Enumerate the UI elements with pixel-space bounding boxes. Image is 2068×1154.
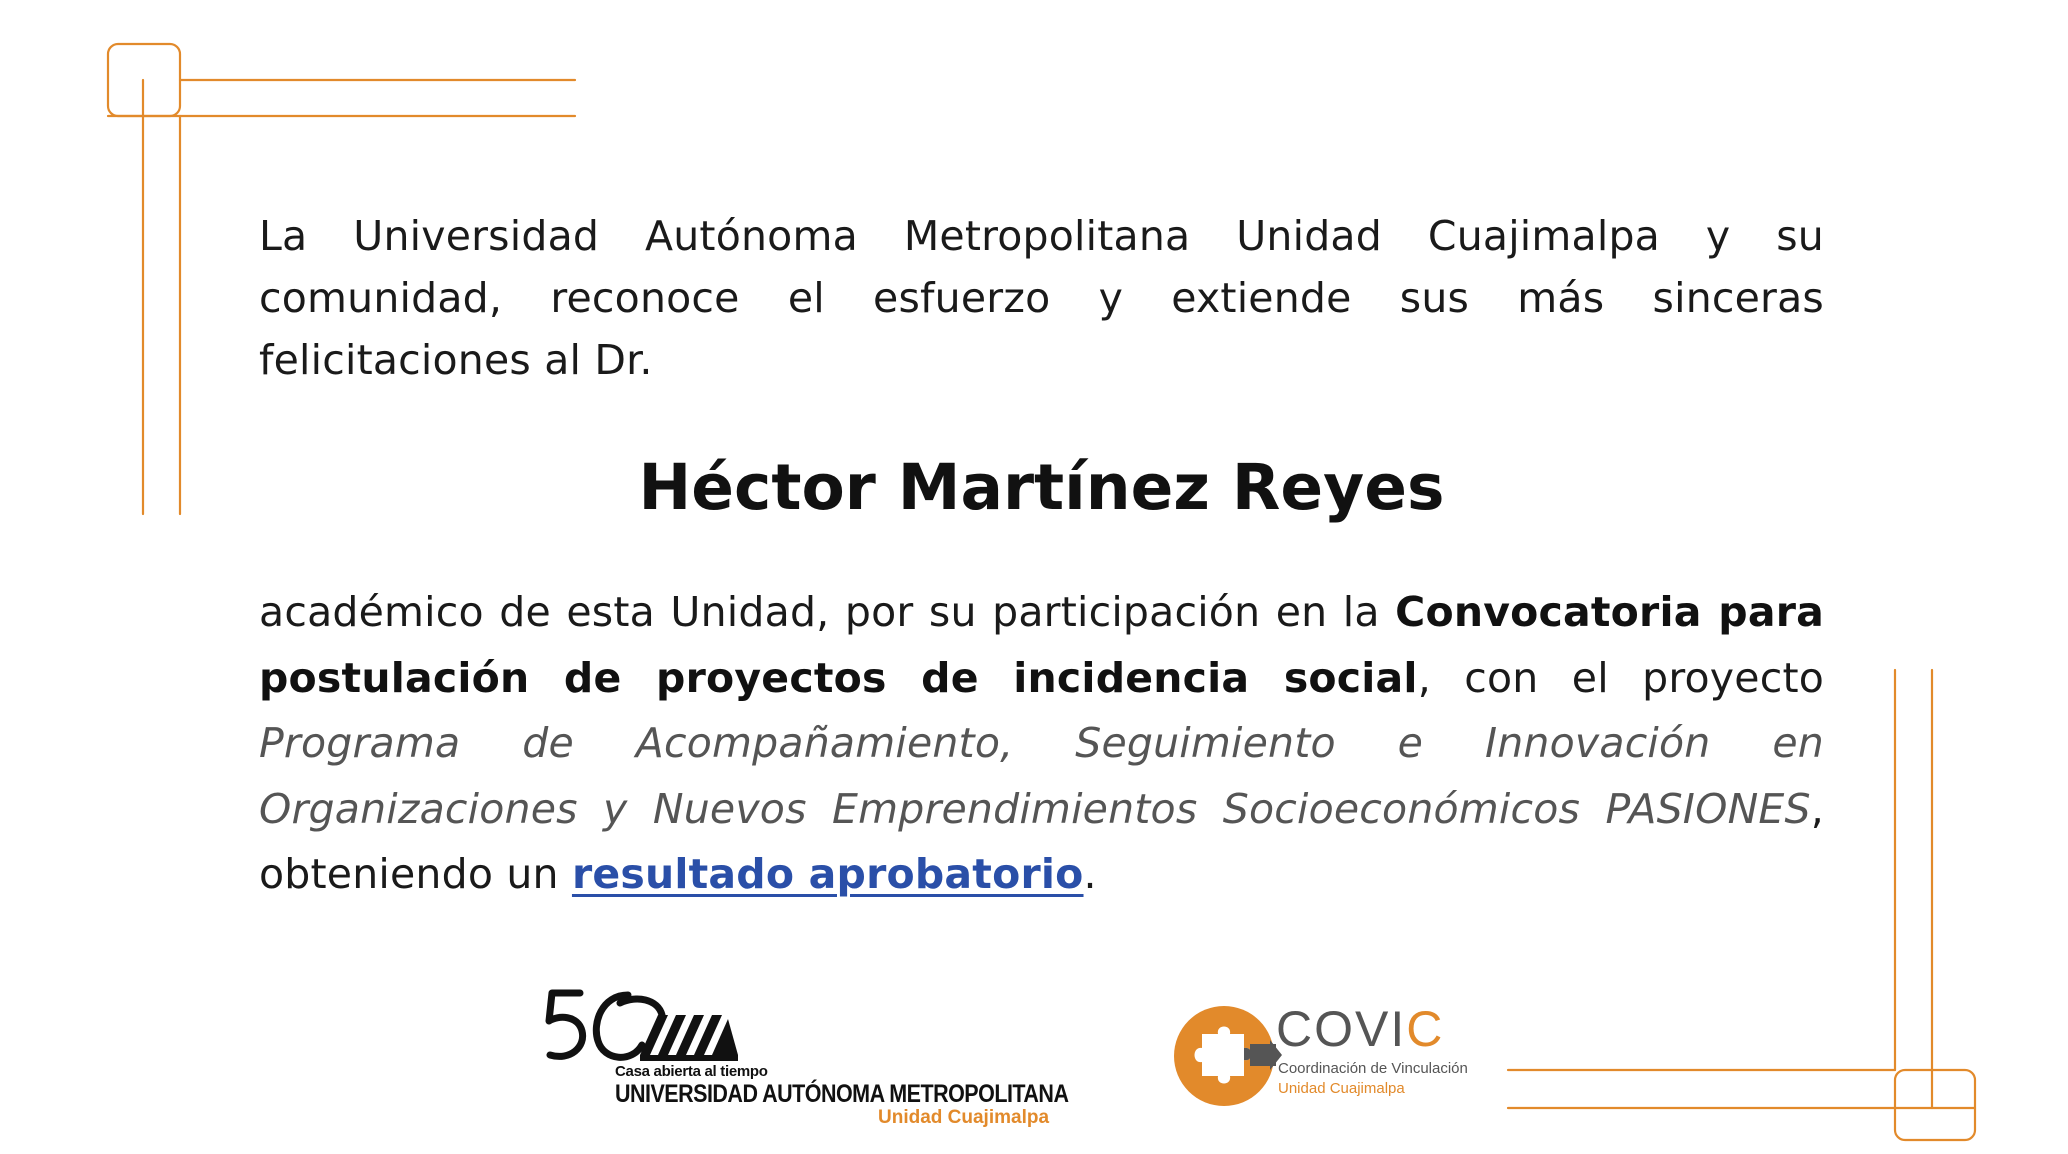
uam-50-anniversary-icon [540,985,745,1070]
uam-logo [540,985,1069,1128]
project-title: Programa de Acompañamiento, Seguimiento e Innovación en Organizaciones y Nuevos Emprendimientos Socioeconómicos PASIONES [259,719,1824,833]
result-link[interactable]: resultado aprobatorio [571,850,1084,898]
covic-title [1276,1001,1445,1057]
body-text-2: , con el proyecto [1417,653,1825,702]
covic-subtitle: Coordinación de Vinculación [1278,1060,1468,1077]
covic-title-main: COVI [1276,1001,1407,1057]
covic-unit: Unidad Cuajimalpa [1278,1080,1405,1097]
covic-title-last: C [1406,1001,1445,1057]
covic-logo [1172,1000,1492,1115]
uam-unit: Unidad Cuajimalpa [878,1107,1050,1128]
body-text-3: , obteniendo un [259,784,1824,898]
convocatoria-name: Convocatoria para postulación de proyectos de incidencia social [259,588,1824,702]
intro-paragraph: La Universidad Autónoma Metropolitana Unidad Cuajimalpa y su comunidad, reconoce el esfuerzo y extiende sus más sinceras felicitaciones al Dr. [259,212,1824,384]
body-text-1: académico de esta Unidad, por su participación en la [259,588,1396,636]
uam-name: UNIVERSIDAD AUTÓNOMA METROPOLITANA [615,1080,1069,1108]
uam-tagline: Casa abierta al tiempo [615,1063,768,1080]
body-text-4: . [1083,850,1097,898]
body-paragraph [259,580,1824,908]
recipient-name: Héctor Martínez Reyes [638,451,1445,524]
puzzle-piece-icon [1172,1000,1282,1110]
